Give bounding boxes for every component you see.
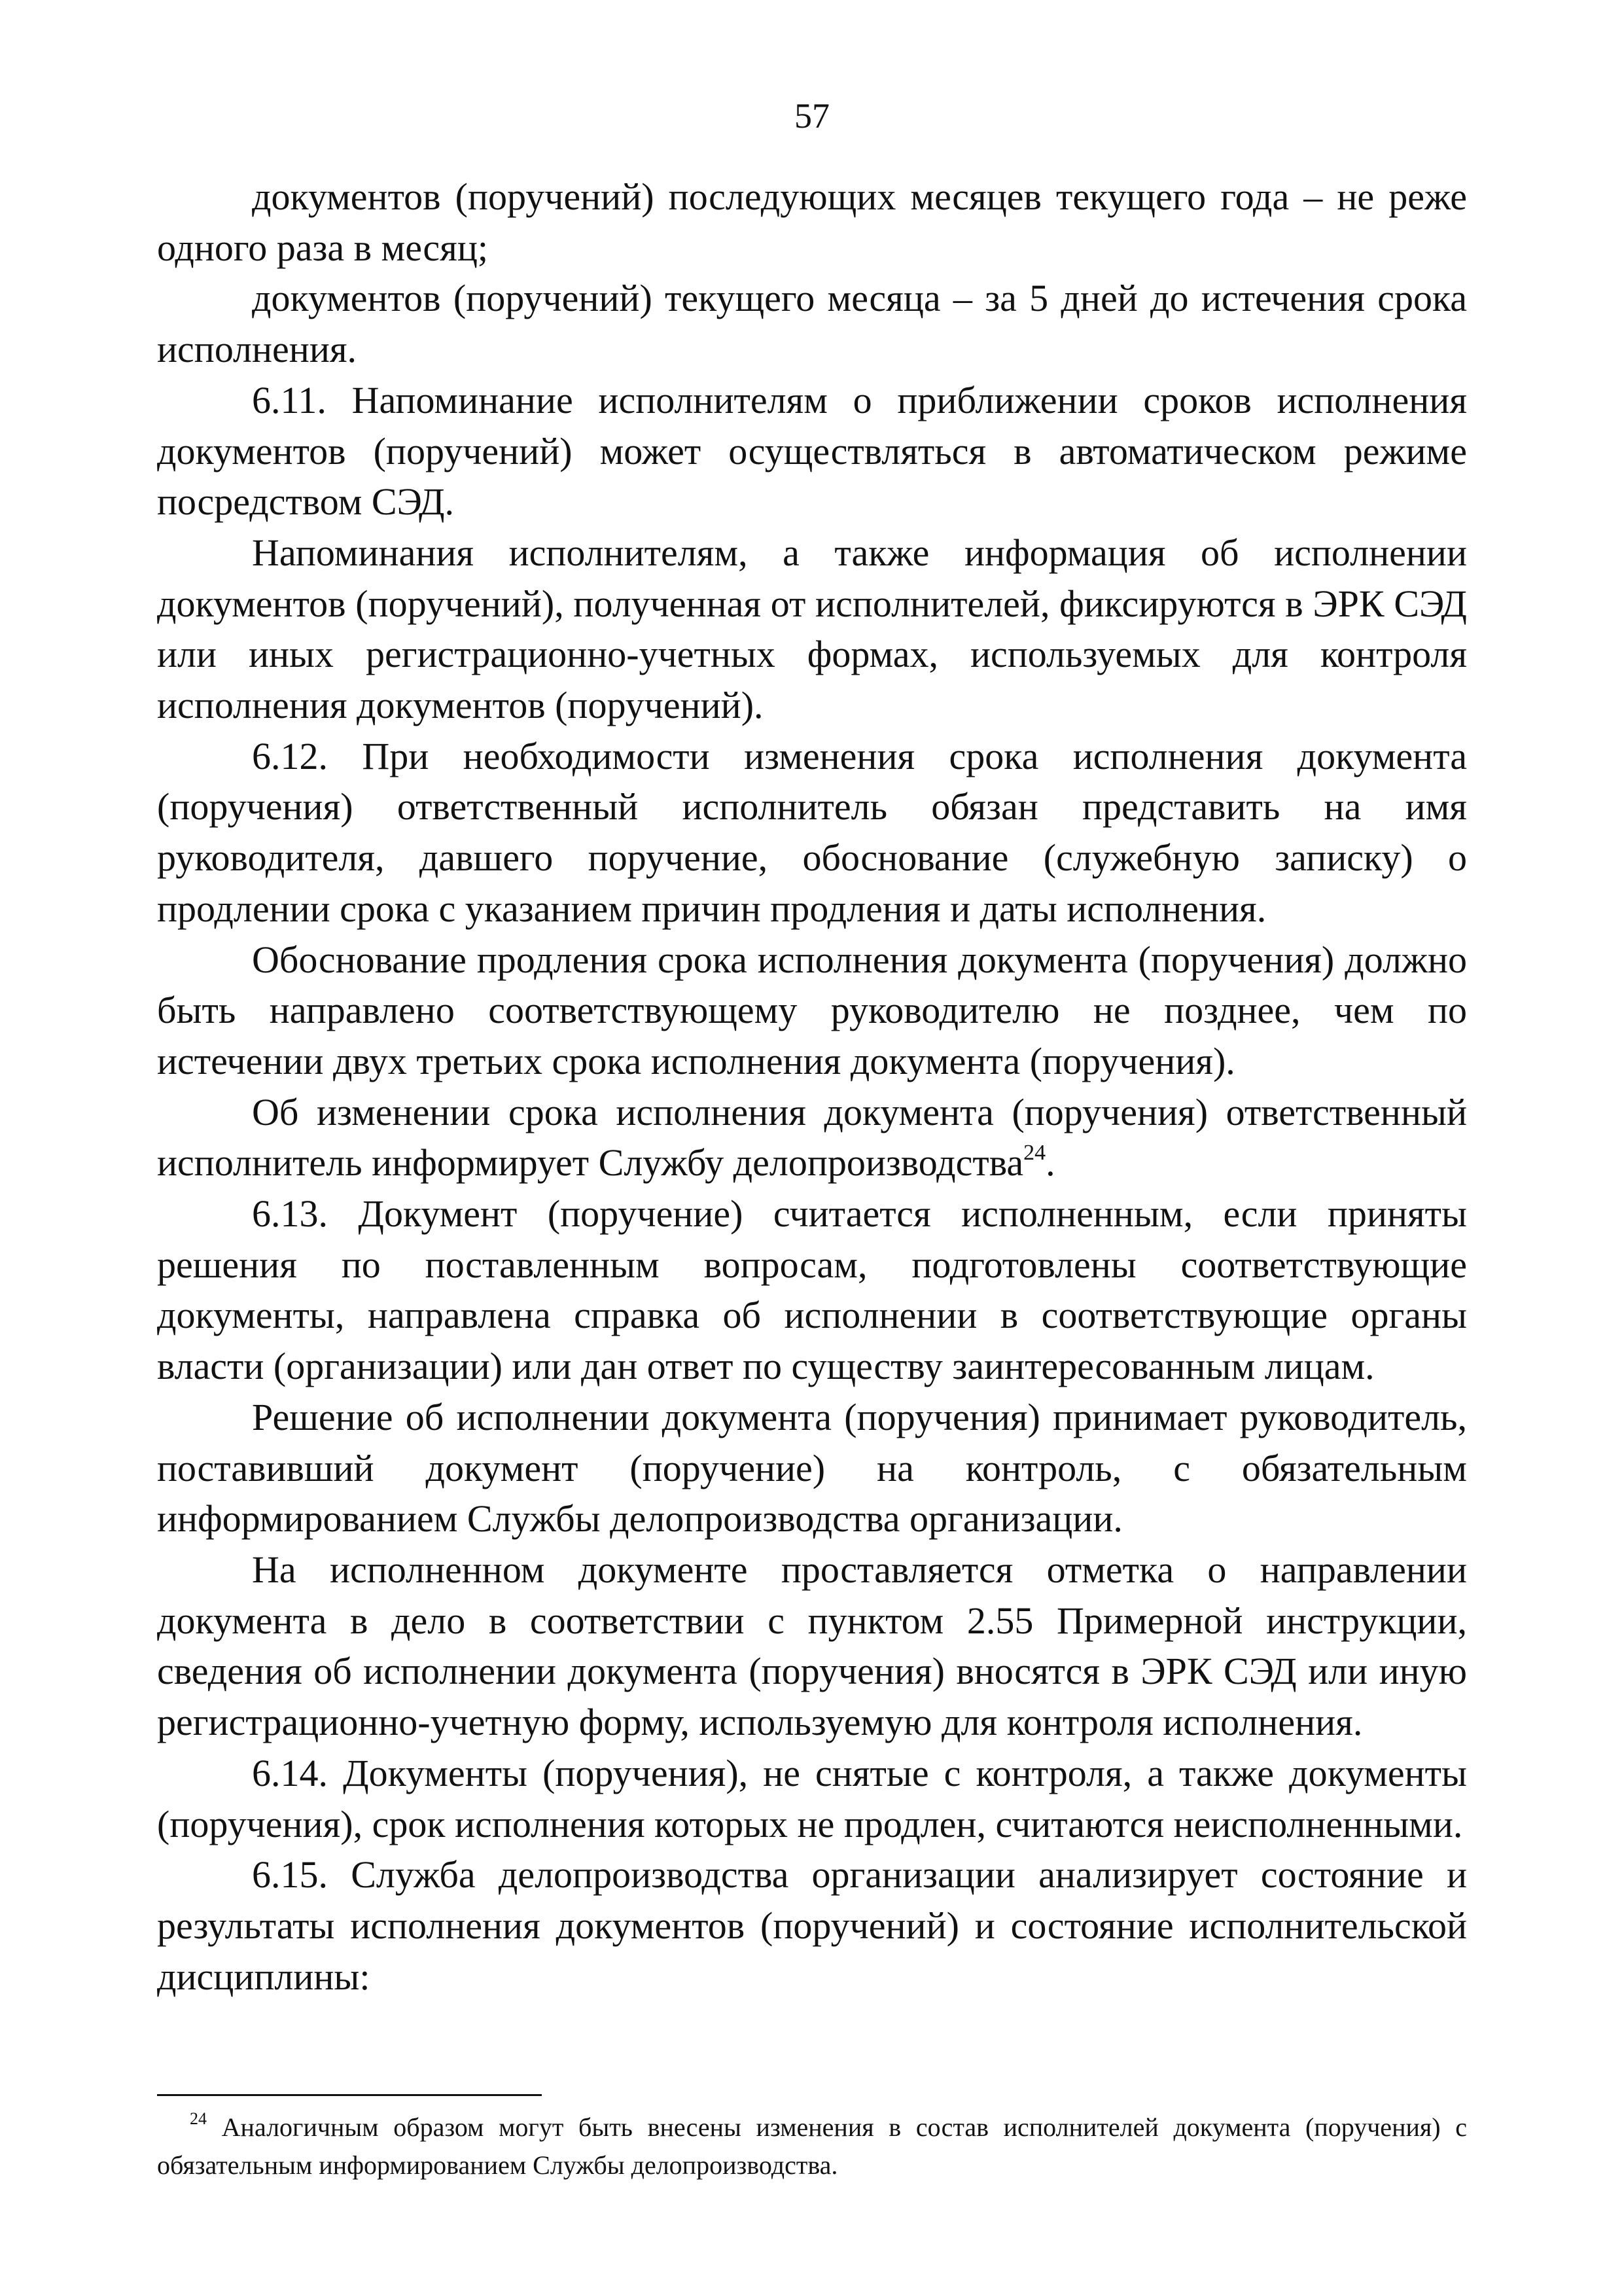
- paragraph: Обоснование продления срока исполнения документа (поручения) должно быть направлено соответствующему руководителю не позднее, чем по истечении двух третьих срока исполнения документа (поручения).: [157, 938, 1467, 1082]
- paragraph: 6.12. При необходимости изменения срока исполнения документа (поручения) ответственный исполнитель обязан представить на имя руководителя, давшего поручение, обоснование (служебную записку) о продлении срока с указанием причин продления и даты исполнения.: [157, 734, 1467, 930]
- page-number: 57: [794, 96, 830, 135]
- paragraph: На исполненном документе проставляется отметка о направлении документа в дело в соответствии с пунктом 2.55 Примерной инструкции, сведения об исполнении документа (поручения) вносятся в ЭРК СЭД или иную регистрационно-учетную форму, используемую для контроля исполнения.: [157, 1548, 1467, 1744]
- paragraph-text: Об изменении срока исполнения документа (поручения) ответственный исполнитель информирует Службу делопроизводства: [157, 1090, 1467, 1184]
- paragraph-text-end: .: [1046, 1141, 1055, 1184]
- paragraph: Решение об исполнении документа (поручения) принимает руководитель, поставивший документ (поручение) на контроль, с обязательным информированием Службы делопроизводства организации.: [157, 1395, 1467, 1540]
- paragraph: 6.11. Напоминание исполнителям о приближении сроков исполнения документов (поручений) может осуществляться в автоматическом режиме посредством СЭД.: [157, 378, 1467, 524]
- paragraph: 6.15. Служба делопроизводства организации анализирует состояние и результаты исполнения документов (поручений) и состояние исполнительской дисциплины:: [157, 1853, 1467, 1998]
- document-body: [157, 171, 1467, 2002]
- paragraph: 6.14. Документы (поручения), не снятые с контроля, а также документы (поручения), срок исполнения которых не продлен, считаются неисполненными.: [157, 1751, 1467, 1845]
- footnote-text: Аналогичным образом могут быть внесены изменения в состав исполнителей документа (поручения) с обязательным информированием Службы делопроизводства.: [157, 2112, 1468, 2180]
- paragraph: документов (поручений) текущего месяца – за 5 дней до истечения срока исполнения.: [157, 277, 1467, 371]
- footnote: [157, 2108, 1467, 2184]
- footnote-number: 24: [190, 2109, 207, 2128]
- footnote-reference: 24: [1023, 1141, 1046, 1165]
- footnote-separator: [157, 2094, 542, 2096]
- paragraph: 6.13. Документ (поручение) считается исполненным, если приняты решения по поставленным вопросам, подготовлены соответствующие документы, направлена справка об исполнении в соответствующие органы власти (организации) или дан ответ по существу заинтересованным лицам.: [157, 1192, 1467, 1388]
- paragraph: документов (поручений) последующих месяцев текущего года – не реже одного раза в месяц;: [157, 175, 1467, 269]
- paragraph-with-footnote-ref: [157, 1087, 1467, 1188]
- paragraph: Напоминания исполнителям, а также информация об исполнении документов (поручений), полученная от исполнителей, фиксируются в ЭРК СЭД или иных регистрационно-учетных формах, используемых для контроля исполнения документов (поручений).: [157, 531, 1467, 727]
